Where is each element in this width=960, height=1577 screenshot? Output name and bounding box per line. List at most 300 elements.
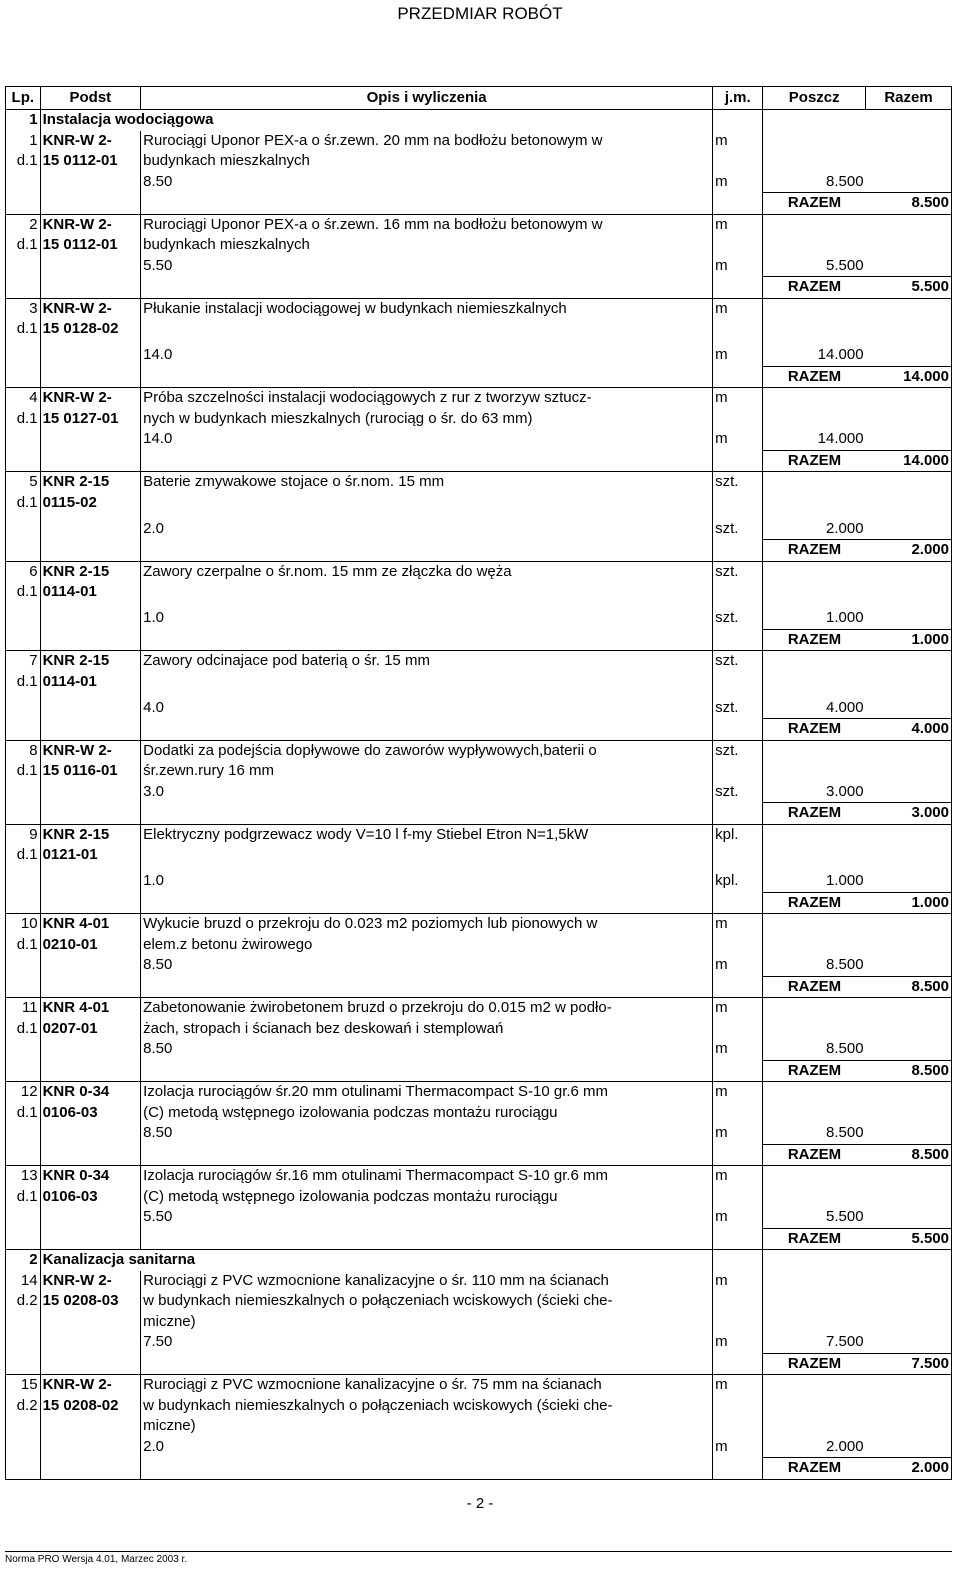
- estimate-table: [5, 86, 952, 1480]
- item-basis-line1: KNR-W 2-: [40, 1375, 141, 1396]
- empty-cell: [866, 1207, 952, 1228]
- empty-cell: [40, 345, 141, 366]
- header-razem: Razem: [866, 87, 952, 110]
- empty-cell: [713, 629, 763, 651]
- razem-label: RAZEM: [763, 629, 866, 651]
- table-row: [6, 450, 952, 472]
- razem-total: 8.500: [866, 976, 952, 998]
- item-basis-line1: KNR-W 2-: [40, 1271, 141, 1292]
- razem-total: 8.500: [866, 1060, 952, 1082]
- header-opis: Opis i wyliczenia: [141, 87, 713, 110]
- razem-total: 8.500: [866, 193, 952, 215]
- item-description-line2: (C) metodą wstępnego izolowania podczas montażu rurociągu: [141, 1187, 713, 1208]
- empty-cell: [866, 319, 952, 345]
- empty-cell: [763, 998, 866, 1019]
- empty-cell: [713, 1060, 763, 1082]
- item-partial-value: 1.000: [826, 872, 864, 889]
- razem-label: RAZEM: [763, 803, 866, 825]
- item-description-line2: budynkach mieszkalnych: [141, 235, 713, 256]
- empty-cell: [40, 429, 141, 450]
- razem-total: 3.000: [866, 803, 952, 825]
- empty-cell: [763, 298, 866, 319]
- empty-cell: [6, 450, 41, 472]
- empty-cell: [866, 761, 952, 782]
- empty-cell: [866, 1396, 952, 1417]
- item-calculation: 5.50: [141, 256, 713, 277]
- empty-cell: [763, 1396, 866, 1417]
- empty-cell: [866, 1187, 952, 1208]
- empty-cell: [6, 1458, 41, 1480]
- empty-cell: [40, 1228, 141, 1250]
- item-basis-line1: KNR 4-01: [40, 998, 141, 1019]
- item-description-line2: w budynkach niemieszkalnych o połączeniach wciskowych (ścieki che-: [141, 1291, 713, 1312]
- empty-cell: [866, 561, 952, 582]
- razem-total: 2.000: [866, 540, 952, 562]
- empty-cell: [866, 698, 952, 719]
- item-basis-line2: 15 0112-01: [40, 235, 141, 256]
- table-row: [6, 761, 952, 782]
- table-row: [6, 1458, 952, 1480]
- empty-cell: [40, 1207, 141, 1228]
- item-basis-line1: KNR 2-15: [40, 472, 141, 493]
- empty-cell: [763, 1103, 866, 1124]
- empty-cell: [713, 151, 763, 172]
- table-row: [6, 1353, 952, 1375]
- empty-cell: [866, 519, 952, 540]
- table-row: [6, 935, 952, 956]
- item-partial-value: 14.000: [817, 430, 864, 447]
- empty-cell: [866, 998, 952, 1019]
- empty-cell: [866, 235, 952, 256]
- item-description-line1: Elektryczny podgrzewacz wody V=10 l f-my Stiebel Etron N=1,5kW: [141, 824, 713, 845]
- empty-cell: [866, 110, 952, 131]
- item-basis-line1: KNR-W 2-: [40, 214, 141, 235]
- empty-cell: [763, 1082, 866, 1103]
- empty-cell: [763, 1312, 866, 1333]
- item-partial-value: 8.500: [826, 1124, 864, 1141]
- table-row: [6, 1039, 952, 1060]
- item-description-line1: Zabetonowanie żwirobetonem bruzd o przekroju do 0.015 m2 w podło-: [141, 998, 713, 1019]
- section-number: 1: [6, 110, 41, 131]
- header-podst: Podst: [40, 87, 141, 110]
- empty-cell: [866, 131, 952, 152]
- empty-cell: [763, 761, 866, 782]
- item-number: 13: [6, 1166, 41, 1187]
- item-division: d.1: [6, 1019, 41, 1040]
- empty-cell: [6, 629, 41, 651]
- item-division: d.1: [6, 582, 41, 608]
- empty-cell: [866, 1437, 952, 1458]
- razem-label: RAZEM: [763, 1228, 866, 1250]
- razem-label: RAZEM: [763, 1060, 866, 1082]
- item-calculation: 8.50: [141, 955, 713, 976]
- empty-cell: [713, 761, 763, 782]
- razem-total: 1.000: [866, 892, 952, 914]
- item-unit: m: [713, 388, 763, 409]
- empty-cell: [6, 1353, 41, 1375]
- item-partial-value: 2.000: [826, 1437, 864, 1455]
- empty-cell: [763, 1375, 866, 1396]
- table-row: [6, 955, 952, 976]
- empty-cell: [141, 193, 713, 215]
- empty-cell: [866, 782, 952, 803]
- table-row: [6, 998, 952, 1019]
- item-number: 8: [6, 740, 41, 761]
- empty-cell: [40, 1332, 141, 1353]
- table-header-row: [6, 87, 952, 110]
- table-row: [6, 698, 952, 719]
- item-division: d.2: [6, 1396, 41, 1417]
- empty-cell: [866, 651, 952, 672]
- table-row: [6, 1082, 952, 1103]
- table-row: [6, 472, 952, 493]
- empty-cell: [6, 1416, 41, 1437]
- item-division: d.1: [6, 672, 41, 698]
- empty-cell: [713, 110, 763, 131]
- empty-cell: [6, 429, 41, 450]
- table-row: [6, 277, 952, 299]
- empty-cell: [763, 409, 866, 430]
- empty-cell: [713, 719, 763, 741]
- razem-label: RAZEM: [763, 540, 866, 562]
- item-unit: szt.: [713, 561, 763, 582]
- empty-cell: [6, 1039, 41, 1060]
- table-row: [6, 1228, 952, 1250]
- empty-cell: [763, 1271, 866, 1292]
- empty-cell: [763, 582, 866, 608]
- empty-cell: [713, 1396, 763, 1417]
- item-description-line2: [141, 672, 713, 698]
- empty-cell: [713, 450, 763, 472]
- razem-total: 8.500: [866, 1144, 952, 1166]
- item-basis-line1: KNR 0-34: [40, 1166, 141, 1187]
- empty-cell: [866, 935, 952, 956]
- empty-cell: [713, 277, 763, 299]
- item-basis-line2: 15 0208-03: [40, 1291, 141, 1312]
- item-calculation: 1.0: [141, 871, 713, 892]
- item-unit: kpl.: [713, 824, 763, 845]
- item-basis-line2: 0115-02: [40, 493, 141, 519]
- empty-cell: [866, 151, 952, 172]
- table-row: [6, 914, 952, 935]
- empty-cell: [713, 1312, 763, 1333]
- empty-cell: [866, 1082, 952, 1103]
- empty-cell: [141, 719, 713, 741]
- empty-cell: [6, 976, 41, 998]
- empty-cell: [763, 561, 866, 582]
- empty-cell: [866, 955, 952, 976]
- empty-cell: [713, 1250, 763, 1271]
- item-description-line1: Próba szczelności instalacji wodociągowych z rur z tworzyw sztucz-: [141, 388, 713, 409]
- empty-cell: [141, 803, 713, 825]
- razem-total: 4.000: [866, 719, 952, 741]
- razem-label: RAZEM: [763, 976, 866, 998]
- empty-cell: [713, 493, 763, 519]
- item-unit: m: [713, 214, 763, 235]
- empty-cell: [866, 1416, 952, 1437]
- razem-label: RAZEM: [763, 193, 866, 215]
- empty-cell: [40, 1416, 141, 1437]
- table-row: [6, 782, 952, 803]
- item-calculation: 8.50: [141, 172, 713, 193]
- item-division: d.1: [6, 409, 41, 430]
- empty-cell: [40, 719, 141, 741]
- item-description-line2: nych w budynkach mieszkalnych (rurociąg o śr. do 63 mm): [141, 409, 713, 430]
- table-row: [6, 493, 952, 519]
- empty-cell: [763, 131, 866, 152]
- empty-cell: [713, 235, 763, 256]
- razem-label: RAZEM: [763, 366, 866, 388]
- empty-cell: [763, 1187, 866, 1208]
- table-row: [6, 1271, 952, 1292]
- item-number: 4: [6, 388, 41, 409]
- empty-cell: [6, 172, 41, 193]
- table-row: [6, 824, 952, 845]
- item-basis-line2: 15 0128-02: [40, 319, 141, 345]
- empty-cell: [40, 871, 141, 892]
- table-row: [6, 131, 952, 152]
- table-row: [6, 803, 952, 825]
- item-division: d.1: [6, 151, 41, 172]
- empty-cell: [713, 892, 763, 914]
- empty-cell: [866, 1332, 952, 1353]
- empty-cell: [866, 672, 952, 698]
- empty-cell: [6, 1123, 41, 1144]
- empty-cell: [713, 193, 763, 215]
- table-row: [6, 193, 952, 215]
- empty-cell: [763, 388, 866, 409]
- table-row: [6, 172, 952, 193]
- empty-cell: [6, 1207, 41, 1228]
- header-poszcz: Poszcz: [763, 87, 866, 110]
- item-calc-unit: m: [713, 429, 763, 450]
- empty-cell: [866, 1312, 952, 1333]
- empty-cell: [866, 214, 952, 235]
- empty-cell: [40, 519, 141, 540]
- item-calc-unit: m: [713, 172, 763, 193]
- item-partial-value: 4.000: [826, 698, 864, 716]
- razem-total: 2.000: [866, 1458, 952, 1480]
- item-basis-line2: 0106-03: [40, 1187, 141, 1208]
- empty-cell: [866, 845, 952, 871]
- empty-cell: [40, 256, 141, 277]
- empty-cell: [40, 1312, 141, 1333]
- item-description-line1: Rurociągi z PVC wzmocnione kanalizacyjne o śr. 75 mm na ścianach: [141, 1375, 713, 1396]
- item-description-line2: żach, stropach i ścianach bez deskowań i stemplowań: [141, 1019, 713, 1040]
- empty-cell: [713, 1353, 763, 1375]
- header-lp: Lp.: [6, 87, 41, 110]
- item-basis-line1: KNR 4-01: [40, 914, 141, 935]
- item-calc-unit: kpl.: [713, 871, 763, 892]
- razem-label: RAZEM: [763, 719, 866, 741]
- empty-cell: [763, 319, 866, 345]
- empty-cell: [713, 319, 763, 345]
- item-basis-line2: 15 0208-02: [40, 1396, 141, 1417]
- empty-cell: [713, 1019, 763, 1040]
- item-number: 11: [6, 998, 41, 1019]
- empty-cell: [866, 1250, 952, 1271]
- item-number: 15: [6, 1375, 41, 1396]
- empty-cell: [40, 955, 141, 976]
- empty-cell: [141, 976, 713, 998]
- item-description-line1: Wykucie bruzd o przekroju do 0.023 m2 poziomych lub pionowych w: [141, 914, 713, 935]
- table-body: [6, 110, 952, 1480]
- table-row: [6, 740, 952, 761]
- table-row: [6, 1291, 952, 1312]
- item-calculation: 1.0: [141, 608, 713, 629]
- table-row: [6, 366, 952, 388]
- item-description-line1: Rurociągi z PVC wzmocnione kanalizacyjne o śr. 110 mm na ścianach: [141, 1271, 713, 1292]
- empty-cell: [40, 1039, 141, 1060]
- item-calculation: 4.0: [141, 698, 713, 719]
- empty-cell: [763, 1019, 866, 1040]
- empty-cell: [866, 871, 952, 892]
- item-basis-line2: 0207-01: [40, 1019, 141, 1040]
- empty-cell: [763, 214, 866, 235]
- item-division: d.1: [6, 935, 41, 956]
- empty-cell: [40, 698, 141, 719]
- empty-cell: [866, 1291, 952, 1312]
- item-basis-line2: 15 0112-01: [40, 151, 141, 172]
- empty-cell: [6, 608, 41, 629]
- table-row: [6, 388, 952, 409]
- item-unit: m: [713, 1271, 763, 1292]
- empty-cell: [6, 345, 41, 366]
- empty-cell: [40, 1458, 141, 1480]
- empty-cell: [713, 845, 763, 871]
- table-row: [6, 1207, 952, 1228]
- item-partial-value: 5.500: [826, 1208, 864, 1225]
- table-row: [6, 892, 952, 914]
- table-row: [6, 1437, 952, 1458]
- empty-cell: [713, 935, 763, 956]
- razem-total: 7.500: [866, 1353, 952, 1375]
- item-calculation: 8.50: [141, 1039, 713, 1060]
- empty-cell: [40, 782, 141, 803]
- page-title: PRZEDMIAR ROBÓT: [397, 4, 563, 23]
- item-basis-line1: KNR 2-15: [40, 561, 141, 582]
- razem-total: 1.000: [866, 629, 952, 651]
- empty-cell: [763, 914, 866, 935]
- empty-cell: [40, 1123, 141, 1144]
- item-basis-line2: 0114-01: [40, 672, 141, 698]
- empty-cell: [866, 298, 952, 319]
- table-row: [6, 519, 952, 540]
- empty-cell: [6, 698, 41, 719]
- item-calc-unit: m: [713, 1207, 763, 1228]
- item-division: d.1: [6, 761, 41, 782]
- empty-cell: [6, 1228, 41, 1250]
- item-basis-line2: 0121-01: [40, 845, 141, 871]
- empty-cell: [40, 1353, 141, 1375]
- item-division: d.1: [6, 319, 41, 345]
- empty-cell: [713, 976, 763, 998]
- footer-note: Norma PRO Wersja 4.01, Marzec 2003 r.: [5, 1551, 952, 1565]
- item-calculation: 5.50: [141, 1207, 713, 1228]
- empty-cell: [713, 540, 763, 562]
- item-description-line1: Izolacja rurociągów śr.20 mm otulinami Thermacompact S-10 gr.6 mm: [141, 1082, 713, 1103]
- section-name: Instalacja wodociągowa: [40, 110, 713, 131]
- empty-cell: [866, 345, 952, 366]
- empty-cell: [713, 1187, 763, 1208]
- item-description-line2: w budynkach niemieszkalnych o połączeniach wciskowych (ścieki che-: [141, 1396, 713, 1417]
- item-basis-line1: KNR 0-34: [40, 1082, 141, 1103]
- empty-cell: [713, 1103, 763, 1124]
- empty-cell: [141, 540, 713, 562]
- empty-cell: [40, 193, 141, 215]
- item-calc-unit: szt.: [713, 698, 763, 719]
- item-calc-unit: szt.: [713, 608, 763, 629]
- item-calculation: 7.50: [141, 1332, 713, 1353]
- empty-cell: [6, 955, 41, 976]
- empty-cell: [713, 1291, 763, 1312]
- item-number: 10: [6, 914, 41, 935]
- table-row: [6, 319, 952, 345]
- section-row: [6, 1250, 952, 1271]
- item-description-line2: [141, 845, 713, 871]
- empty-cell: [6, 1144, 41, 1166]
- item-division: d.2: [6, 1291, 41, 1312]
- empty-cell: [763, 110, 866, 131]
- item-unit: m: [713, 131, 763, 152]
- item-unit: m: [713, 298, 763, 319]
- table-row: [6, 629, 952, 651]
- empty-cell: [763, 672, 866, 698]
- item-partial-value: 8.500: [826, 956, 864, 973]
- empty-cell: [6, 277, 41, 299]
- item-unit: m: [713, 1082, 763, 1103]
- empty-cell: [866, 1103, 952, 1124]
- empty-cell: [141, 277, 713, 299]
- empty-cell: [141, 892, 713, 914]
- table-row: [6, 1060, 952, 1082]
- item-basis-line1: KNR-W 2-: [40, 388, 141, 409]
- table-row: [6, 845, 952, 871]
- table-row: [6, 409, 952, 430]
- table-row: [6, 1396, 952, 1417]
- empty-cell: [6, 540, 41, 562]
- table-row: [6, 1312, 952, 1333]
- empty-cell: [763, 845, 866, 871]
- empty-cell: [6, 256, 41, 277]
- item-partial-value: 1.000: [826, 609, 864, 626]
- empty-cell: [763, 472, 866, 493]
- item-partial-value: 7.500: [826, 1333, 864, 1350]
- table-row: [6, 561, 952, 582]
- empty-cell: [141, 629, 713, 651]
- item-number: 5: [6, 472, 41, 493]
- table-row: [6, 1375, 952, 1396]
- item-calc-unit: m: [713, 1123, 763, 1144]
- section-row: [6, 110, 952, 131]
- empty-cell: [141, 1228, 713, 1250]
- item-basis-line1: KNR-W 2-: [40, 740, 141, 761]
- empty-cell: [866, 582, 952, 608]
- empty-cell: [866, 256, 952, 277]
- razem-total: 5.500: [866, 277, 952, 299]
- empty-cell: [713, 409, 763, 430]
- razem-label: RAZEM: [763, 277, 866, 299]
- empty-cell: [6, 1060, 41, 1082]
- empty-cell: [141, 450, 713, 472]
- table-row: [6, 976, 952, 998]
- item-basis-line1: KNR 2-15: [40, 651, 141, 672]
- table-row: [6, 1332, 952, 1353]
- item-number: 1: [6, 131, 41, 152]
- item-description-line2: elem.z betonu żwirowego: [141, 935, 713, 956]
- table-row: [6, 582, 952, 608]
- item-partial-value: 3.000: [826, 782, 864, 800]
